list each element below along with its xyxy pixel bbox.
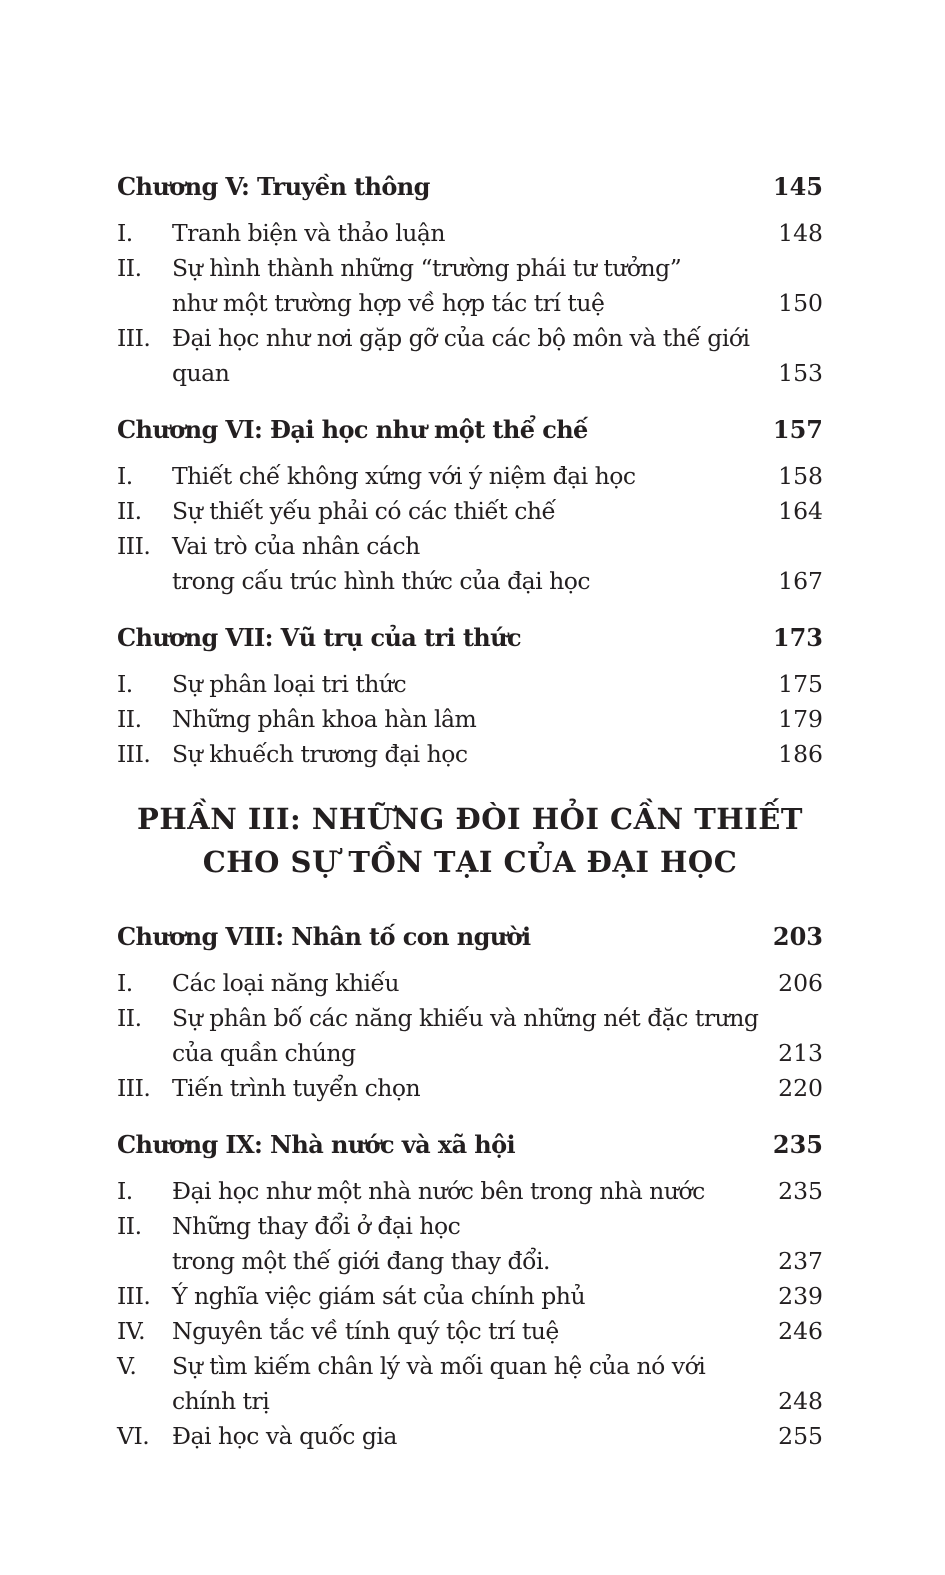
entry-roman-numeral: III.: [117, 324, 151, 352]
toc-entry: [117, 1071, 823, 1106]
entry-title-line: Sự thiết yếu phải có các thiết chế: [172, 497, 556, 525]
chapter-title: Chương V: Truyền thông: [117, 172, 430, 201]
entry-roman-numeral: III.: [117, 1074, 151, 1102]
entry-title: [172, 1071, 772, 1106]
entry-title: [172, 1314, 772, 1349]
entry-page-number: 153: [778, 359, 823, 387]
chapter-title: Chương VI: Đại học như một thể chế: [117, 415, 588, 444]
entry-title-line: Sự hình thành những “trường phái tư tưởng”: [172, 254, 682, 282]
entry-title: [172, 1419, 772, 1454]
entry-title-line: Sự phân loại tri thức: [172, 670, 407, 698]
entry-roman-numeral: II.: [117, 1004, 142, 1032]
entry-title-line: của quần chúng: [172, 1039, 356, 1067]
entry-roman-numeral: III.: [117, 532, 151, 560]
entry-roman-numeral: II.: [117, 497, 142, 525]
entry-title-line: Những phân khoa hàn lâm: [172, 705, 477, 733]
entry-page-number: 220: [778, 1074, 823, 1102]
entry-page-number: 167: [778, 567, 823, 595]
toc-entry: [117, 1279, 823, 1314]
toc-entry: [117, 1349, 823, 1419]
part-heading: [117, 798, 823, 884]
toc-entry: [117, 216, 823, 251]
entry-roman-numeral: VI.: [117, 1422, 150, 1450]
toc-entry: [117, 737, 823, 772]
entry-roman-numeral: I.: [117, 1177, 133, 1205]
entry-roman-numeral: V.: [117, 1352, 137, 1380]
toc-entry: [117, 667, 823, 702]
entry-title: [172, 494, 772, 529]
toc-entry: [117, 494, 823, 529]
toc-entry: [117, 1314, 823, 1349]
entry-title: [172, 216, 772, 251]
entry-roman-numeral: III.: [117, 740, 151, 768]
entry-page-number: 175: [778, 670, 823, 698]
toc-entry: [117, 1209, 823, 1279]
entry-title-line: trong một thế giới đang thay đổi.: [172, 1247, 550, 1275]
chapter-section: [117, 1128, 823, 1454]
entry-title: [172, 667, 772, 702]
entry-title-line: trong cấu trúc hình thức của đại học: [172, 567, 591, 595]
entry-title-line: Ý nghĩa việc giám sát của chính phủ: [172, 1282, 586, 1310]
entry-title-line: Vai trò của nhân cách: [172, 532, 420, 560]
chapter-page-number: 203: [772, 922, 823, 951]
chapter-heading: [117, 621, 823, 655]
entry-page-number: 148: [778, 219, 823, 247]
entry-roman-numeral: I.: [117, 462, 133, 490]
chapter-heading: [117, 170, 823, 204]
chapter-heading: [117, 413, 823, 447]
chapter-heading: [117, 920, 823, 954]
toc-entry: [117, 321, 823, 391]
entry-title-line: Những thay đổi ở đại học: [172, 1212, 461, 1240]
toc-entry: [117, 1001, 823, 1071]
chapter-title: Chương VIII: Nhân tố con người: [117, 922, 531, 951]
entry-roman-numeral: II.: [117, 254, 142, 282]
chapter-section: [117, 170, 823, 391]
entry-page-number: 179: [778, 705, 823, 733]
entry-roman-numeral: IV.: [117, 1317, 146, 1345]
entry-page-number: 150: [778, 289, 823, 317]
chapter-page-number: 145: [772, 172, 823, 201]
entry-title: [172, 702, 772, 737]
entry-title: [172, 529, 772, 599]
entry-title-line: Sự tìm kiếm chân lý và mối quan hệ của nó với chính trị: [172, 1352, 706, 1415]
chapter-title: Chương VII: Vũ trụ của tri thức: [117, 623, 522, 652]
entry-title-line: Tiến trình tuyển chọn: [172, 1074, 421, 1102]
toc-entry: [117, 966, 823, 1001]
entry-title: [172, 737, 772, 772]
entry-title-line: như một trường hợp về hợp tác trí tuệ: [172, 289, 605, 317]
chapter-section: [117, 920, 823, 1106]
entry-page-number: 255: [778, 1422, 823, 1450]
entry-title: [172, 1174, 772, 1209]
chapter-section: [117, 413, 823, 599]
entry-roman-numeral: II.: [117, 1212, 142, 1240]
entry-title: [172, 1349, 772, 1419]
entry-page-number: 206: [778, 969, 823, 997]
entry-roman-numeral: II.: [117, 705, 142, 733]
part-heading-line-2: CHO SỰ TỒN TẠI CỦA ĐẠI HỌC: [202, 845, 738, 879]
entry-page-number: 246: [778, 1317, 823, 1345]
toc-entry: [117, 702, 823, 737]
entry-title-line: Nguyên tắc về tính quý tộc trí tuệ: [172, 1317, 559, 1345]
entry-roman-numeral: III.: [117, 1282, 151, 1310]
toc-entry: [117, 459, 823, 494]
chapter-page-number: 157: [772, 415, 823, 444]
entry-title-line: Sự phân bố các năng khiếu và những nét đặc trưng: [172, 1004, 759, 1032]
entry-page-number: 239: [778, 1282, 823, 1310]
entry-title-line: Đại học và quốc gia: [172, 1422, 397, 1450]
entry-roman-numeral: I.: [117, 969, 133, 997]
toc-entry: [117, 251, 823, 321]
entry-title: [172, 966, 772, 1001]
chapter-page-number: 173: [772, 623, 823, 652]
table-of-contents: [117, 170, 823, 1476]
entry-title-line: Thiết chế không xứng với ý niệm đại học: [172, 462, 636, 490]
entry-page-number: 237: [778, 1247, 823, 1275]
chapter-group-b: [117, 920, 823, 1454]
entry-title: [172, 459, 772, 494]
toc-entry: [117, 1174, 823, 1209]
entry-title: [172, 251, 772, 321]
toc-entry: [117, 529, 823, 599]
entry-roman-numeral: I.: [117, 219, 133, 247]
entry-title: [172, 321, 772, 391]
chapter-section: [117, 621, 823, 772]
part-heading-line-1: PHẦN III: NHỮNG ĐÒI HỎI CẦN THIẾT: [137, 802, 803, 836]
chapter-title: Chương IX: Nhà nước và xã hội: [117, 1130, 516, 1159]
entry-page-number: 186: [778, 740, 823, 768]
toc-entry: [117, 1419, 823, 1454]
entry-page-number: 164: [778, 497, 823, 525]
entry-page-number: 235: [778, 1177, 823, 1205]
entry-roman-numeral: I.: [117, 670, 133, 698]
entry-title: [172, 1279, 772, 1314]
entry-page-number: 158: [778, 462, 823, 490]
entry-title: [172, 1001, 772, 1071]
entry-page-number: 248: [778, 1387, 823, 1415]
entry-title-line: Đại học như một nhà nước bên trong nhà nước: [172, 1177, 705, 1205]
entry-title: [172, 1209, 772, 1279]
entry-title-line: Sự khuếch trương đại học: [172, 740, 468, 768]
entry-title-line: Các loại năng khiếu: [172, 969, 400, 997]
chapter-group-a: [117, 170, 823, 772]
entry-title-line: Đại học như nơi gặp gỡ của các bộ môn và thế giới quan: [172, 324, 750, 387]
entry-title-line: Tranh biện và thảo luận: [172, 219, 445, 247]
chapter-page-number: 235: [772, 1130, 823, 1159]
chapter-heading: [117, 1128, 823, 1162]
entry-page-number: 213: [778, 1039, 823, 1067]
